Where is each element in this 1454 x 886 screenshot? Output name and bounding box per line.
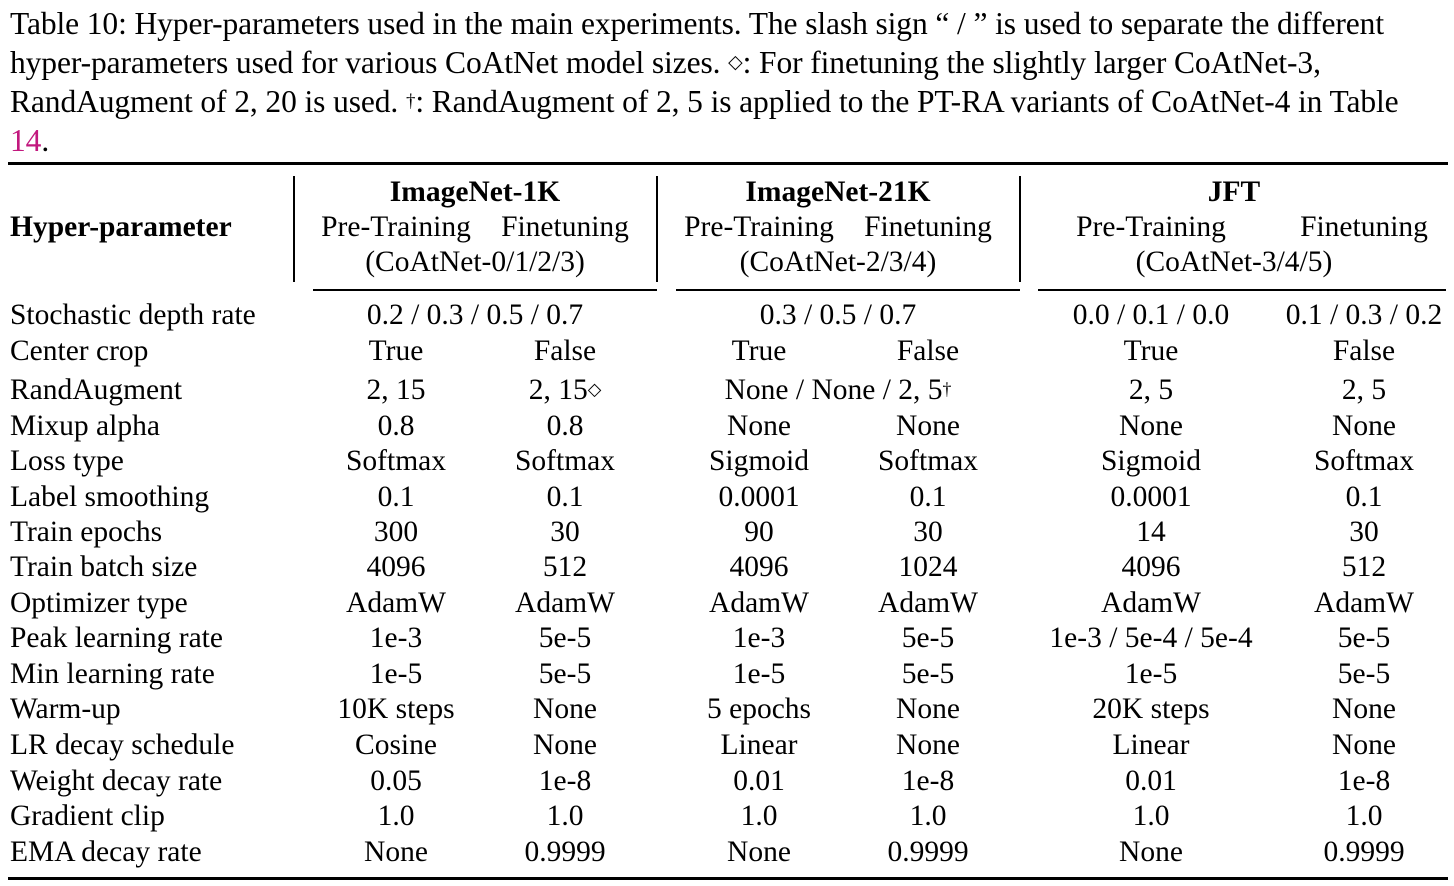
table-cell: 1.0 — [377, 800, 415, 832]
table-cell: 5 epochs — [706, 693, 812, 725]
table-cell: 0.1 / 0.3 / 0.2 — [1285, 299, 1443, 331]
column-separator — [293, 176, 295, 282]
row-label-min-learning-rate: Min learning rate — [10, 658, 215, 690]
group-models-jft: (CoAtNet-3/4/5) — [1135, 246, 1333, 278]
group-name-imagenet-1k: ImageNet-1K — [389, 176, 561, 208]
row-label-warm-up: Warm-up — [10, 693, 121, 725]
group-fine-imagenet-21k: Finetuning — [864, 211, 992, 243]
table-cell: 30 — [550, 516, 580, 548]
table-cell: None — [727, 410, 791, 442]
table-cell: 512 — [542, 551, 588, 583]
table-cell: 1e-5 — [732, 658, 786, 690]
table-cell: AdamW — [1314, 587, 1414, 619]
cell-value: 2, 15 — [528, 374, 588, 406]
row-label-gradient-clip: Gradient clip — [10, 800, 165, 832]
row-label-train-epochs: Train epochs — [10, 516, 163, 548]
table-cell: 1e-8 — [538, 765, 592, 797]
table-cell: 4096 — [366, 551, 426, 583]
group-pre-imagenet-1k: Pre-Training — [321, 211, 471, 243]
table-cell: True — [731, 335, 787, 367]
table-cell: Sigmoid — [1101, 445, 1201, 477]
group-pre-imagenet-21k: Pre-Training — [684, 211, 834, 243]
table-cell: 10K steps — [337, 693, 455, 725]
group-name-imagenet-21k: ImageNet-21K — [745, 176, 931, 208]
table-cell: 300 — [373, 516, 419, 548]
table-cell: AdamW — [709, 587, 809, 619]
table-cell: 1e-8 — [901, 765, 955, 797]
table-cell: None — [727, 836, 791, 868]
group-pre-jft: Pre-Training — [1076, 211, 1226, 243]
table-cell: None — [1119, 410, 1183, 442]
group-underline — [1038, 289, 1446, 291]
table-cell: None — [896, 410, 960, 442]
table-cell: 0.0001 — [1110, 481, 1192, 513]
table-cell: None — [1332, 693, 1396, 725]
table-cell: 0.1 — [377, 481, 415, 513]
row-label-optimizer-type: Optimizer type — [10, 587, 188, 619]
dagger-mark: † — [942, 378, 952, 399]
table-cell: 5e-5 — [538, 622, 592, 654]
table-cell: AdamW — [346, 587, 446, 619]
table-cell: Softmax — [346, 445, 446, 477]
table-cell: 1e-5 — [369, 658, 423, 690]
table-cell: 0.9999 — [887, 836, 969, 868]
table-top-rule — [8, 162, 1448, 165]
table-cell: 1024 — [898, 551, 958, 583]
diamond-mark: ◇ — [587, 378, 602, 399]
table-cell: 1e-8 — [1337, 765, 1391, 797]
row-label-mixup-alpha: Mixup alpha — [10, 410, 160, 442]
table-cell: 0.1 — [1345, 481, 1383, 513]
row-label-peak-learning-rate: Peak learning rate — [10, 622, 223, 654]
table-cell: Sigmoid — [709, 445, 809, 477]
table-cell: Cosine — [355, 729, 437, 761]
table-cell: False — [896, 335, 960, 367]
cell-value: None / None / 2, 5 — [724, 374, 943, 406]
table-cell: 1.0 — [546, 800, 584, 832]
table-cell: 4096 — [1121, 551, 1181, 583]
table-cell: 2, 5 — [1128, 374, 1174, 406]
table-cell: 512 — [1341, 551, 1387, 583]
table-cell — [725, 373, 952, 407]
table-cell: None — [896, 693, 960, 725]
column-separator — [1019, 176, 1021, 282]
table-cell: Softmax — [515, 445, 615, 477]
table-cell: 5e-5 — [538, 658, 592, 690]
table-cell: 1.0 — [1345, 800, 1383, 832]
group-underline — [313, 289, 657, 291]
table-cell: None — [533, 693, 597, 725]
table-cell: 90 — [744, 516, 774, 548]
table-cell: 5e-5 — [901, 622, 955, 654]
row-label-label-smoothing: Label smoothing — [10, 481, 210, 513]
table-cell: False — [1332, 335, 1396, 367]
table-cell: 0.1 — [546, 481, 584, 513]
table-cell: Linear — [1112, 729, 1190, 761]
table-cell: 1e-5 — [1124, 658, 1178, 690]
caption-text-1: Hyper-parameters used in the main experiments. The slash sign “ / ” is used to separate the different hyper-parameters used for various CoAtNet model sizes. — [10, 6, 1384, 80]
caption-text-4: . — [41, 123, 50, 158]
table-reference-link[interactable]: 14 — [10, 123, 42, 158]
table-cell: AdamW — [515, 587, 615, 619]
table-cell: 0.0001 — [718, 481, 800, 513]
table-cell: True — [368, 335, 424, 367]
row-label-train-batch-size: Train batch size — [10, 551, 198, 583]
caption-text-3: : RandAugment of 2, 5 is applied to the PT-RA variants of CoAtNet-4 in Table — [415, 84, 1399, 119]
table-cell: 30 — [913, 516, 943, 548]
table-cell: 0.1 — [909, 481, 947, 513]
caption-text-2: : For finetuning the slightly larger CoAtNet-3, RandAugment of 2, 20 is used. — [10, 45, 1321, 119]
table-cell: Softmax — [1314, 445, 1414, 477]
group-models-imagenet-1k: (CoAtNet-0/1/2/3) — [365, 246, 585, 278]
table-cell: 1e-3 / 5e-4 / 5e-4 — [1049, 622, 1253, 654]
row-label-weight-decay-rate: Weight decay rate — [10, 765, 223, 797]
table-cell: 5e-5 — [1337, 622, 1391, 654]
table-cell: 2, 15 — [366, 374, 426, 406]
table-cell: None — [1119, 836, 1183, 868]
group-models-imagenet-21k: (CoAtNet-2/3/4) — [739, 246, 937, 278]
row-label-randaugment: RandAugment — [10, 374, 183, 406]
table-cell: None — [364, 836, 428, 868]
row-label-center-crop: Center crop — [10, 335, 149, 367]
table-cell: 5e-5 — [901, 658, 955, 690]
group-underline — [676, 289, 1020, 291]
table-cell: 14 — [1136, 516, 1166, 548]
table-cell: AdamW — [878, 587, 978, 619]
table-cell: 0.2 / 0.3 / 0.5 / 0.7 — [366, 299, 584, 331]
table-cell: None — [533, 729, 597, 761]
table-cell: None — [1332, 729, 1396, 761]
table-cell: 0.3 / 0.5 / 0.7 — [759, 299, 917, 331]
table-cell: 1e-3 — [732, 622, 786, 654]
table-cell: 0.9999 — [1323, 836, 1405, 868]
table-bottom-rule — [8, 877, 1448, 880]
row-label-ema-decay-rate: EMA decay rate — [10, 836, 202, 868]
group-fine-imagenet-1k: Finetuning — [501, 211, 629, 243]
table-cell: 2, 5 — [1341, 374, 1387, 406]
table-cell: AdamW — [1101, 587, 1201, 619]
group-fine-jft: Finetuning — [1300, 211, 1428, 243]
row-label-lr-decay-schedule: LR decay schedule — [10, 729, 235, 761]
table-cell: True — [1123, 335, 1179, 367]
row-label-loss-type: Loss type — [10, 445, 124, 477]
table-cell: 1.0 — [740, 800, 778, 832]
table-cell: Linear — [720, 729, 798, 761]
header-row-label: Hyper-parameter — [10, 211, 232, 243]
table-cell: 0.01 — [1125, 765, 1177, 797]
table-cell: False — [533, 335, 597, 367]
caption-dagger-mark: † — [405, 91, 416, 113]
table-cell: 0.0 / 0.1 / 0.0 — [1072, 299, 1230, 331]
table-cell: 1.0 — [1132, 800, 1170, 832]
column-separator — [656, 176, 658, 282]
table-caption — [10, 4, 1444, 160]
table-cell: 1e-3 — [369, 622, 423, 654]
table-cell — [529, 373, 602, 407]
table-cell: Softmax — [878, 445, 978, 477]
table-cell: None — [896, 729, 960, 761]
table-cell: 1.0 — [909, 800, 947, 832]
table-cell: 0.8 — [377, 410, 415, 442]
table-cell: 5e-5 — [1337, 658, 1391, 690]
table-cell: None — [1332, 410, 1396, 442]
table-cell: 30 — [1349, 516, 1379, 548]
table-cell: 0.01 — [733, 765, 785, 797]
caption-label: Table 10: — [10, 6, 127, 41]
table-cell: 0.9999 — [524, 836, 606, 868]
row-label-stochastic-depth-rate: Stochastic depth rate — [10, 299, 256, 331]
table-cell: 0.8 — [546, 410, 584, 442]
table-cell: 20K steps — [1092, 693, 1210, 725]
table-cell: 0.05 — [370, 765, 422, 797]
table-cell: 4096 — [729, 551, 789, 583]
caption-diamond-mark: ◇ — [728, 52, 743, 74]
group-name-jft: JFT — [1207, 176, 1261, 208]
